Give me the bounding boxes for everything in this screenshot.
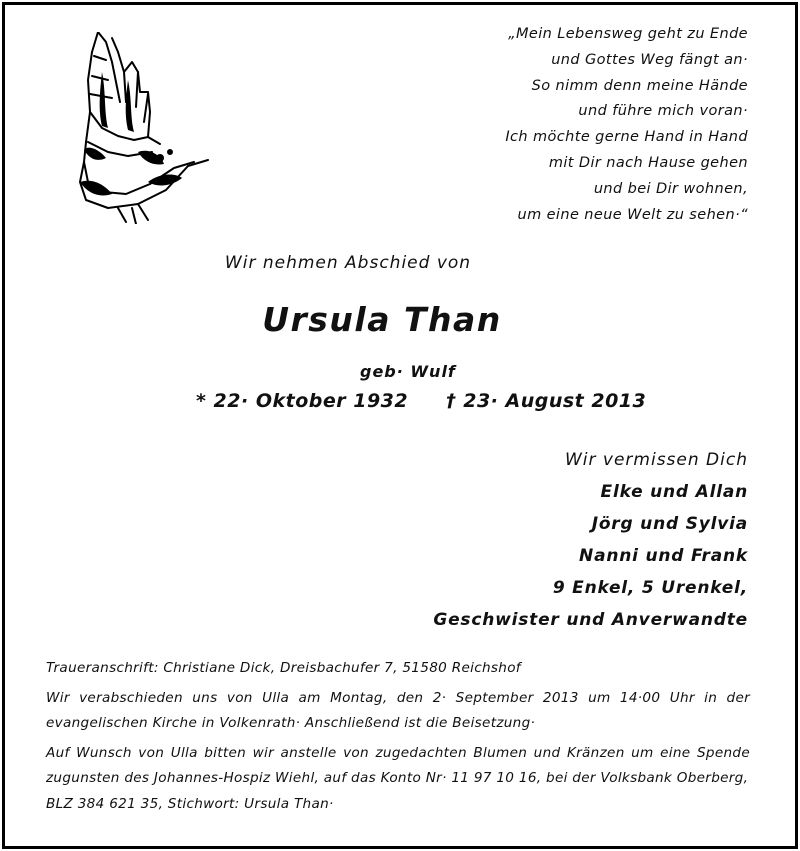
mourner: Jörg und Sylvia: [591, 514, 748, 534]
mourner: 9 Enkel, 5 Urenkel,: [552, 578, 748, 598]
mourners-list: [433, 444, 748, 636]
farewell-intro: [0, 253, 800, 273]
poem-line: „Mein Lebensweg geht zu Ende: [508, 26, 748, 42]
birth-date: * 22· Oktober 1932: [196, 390, 409, 412]
maiden-name: geb· Wulf: [360, 362, 456, 381]
poem-line: und führe mich voran·: [578, 103, 748, 120]
poem-line: und bei Dir wohnen,: [593, 180, 748, 197]
mourner: Geschwister und Anverwandte: [433, 610, 748, 630]
mourners-heading: Wir vermissen Dich: [564, 450, 748, 470]
poem-line: So nimm denn meine Hände: [531, 77, 748, 94]
praying-hands-icon: [78, 32, 218, 224]
deceased-name: Ursula Than: [262, 300, 502, 339]
poem: [368, 22, 748, 228]
donation-request: Auf Wunsch von Ulla bitten wir anstelle von zugedachten Blumen und Kränzen um eine Spende zugunsten des Johannes-Hospiz Wiehl, auf das Konto Nr· 11 97 10 16, bei der Volksbank Oberberg,: [46, 744, 750, 787]
death-date: † 23· August 2013: [446, 390, 647, 412]
mourning-address: Traueranschrift: Christiane Dick, Dreisbachufer 7, 51580 Reichshof: [46, 660, 521, 676]
poem-line: mit Dir nach Hause gehen: [548, 154, 748, 171]
mourner: Nanni und Frank: [579, 546, 748, 566]
poem-line: um eine neue Welt zu sehen·“: [517, 206, 748, 223]
donation-details: BLZ 384 621 35, Stichwort: Ursula Than·: [46, 795, 334, 812]
farewell-service: Wir verabschieden uns von Ulla am Montag, den 2· September 2013 um 14·00 Uhr in der evangelischen Kirche in Volkenrath· Anschließend ist die Beisetzung·: [46, 689, 750, 732]
life-dates: [196, 390, 646, 412]
farewell-intro-text: Wir nehmen Abschied von: [224, 253, 472, 273]
poem-line: und Gottes Weg fängt an·: [551, 51, 748, 68]
service-info: [46, 656, 750, 822]
poem-line: Ich möchte gerne Hand in Hand: [505, 129, 748, 146]
mourner: Elke und Allan: [600, 482, 748, 502]
